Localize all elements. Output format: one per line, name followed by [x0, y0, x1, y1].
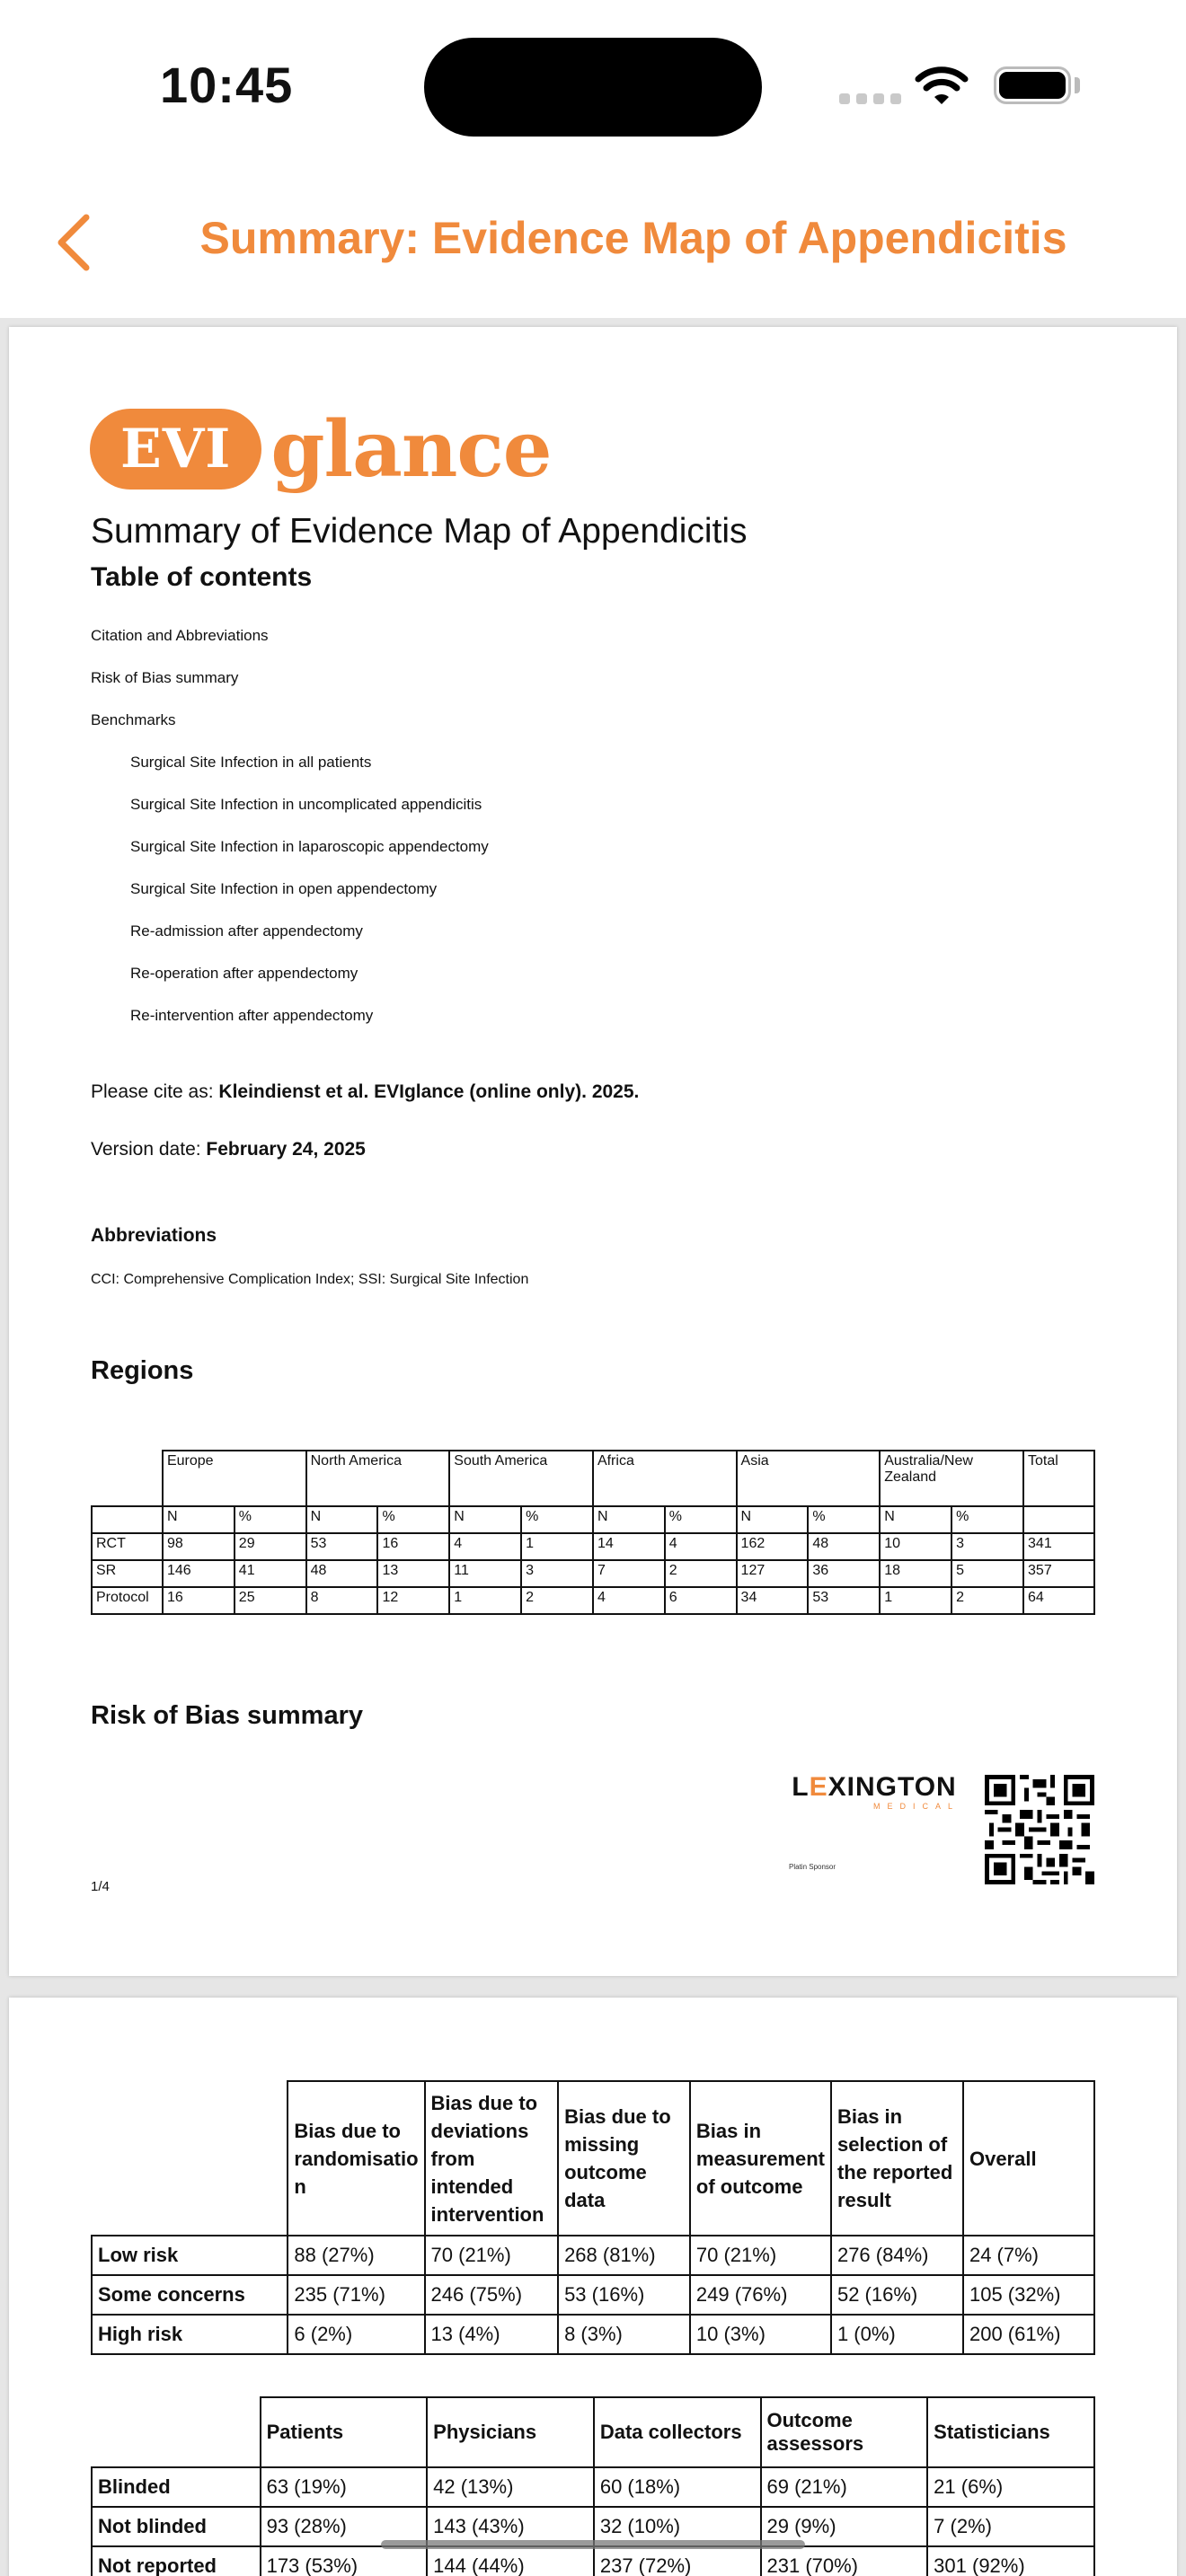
- pdf-viewer[interactable]: [0, 318, 1186, 2576]
- table-cell: 301 (92%): [927, 2546, 1094, 2576]
- table-cell: 48: [306, 1560, 378, 1587]
- citation-prefix: Please cite as:: [91, 1081, 219, 1102]
- table-cell: 13 (4%): [425, 2315, 559, 2354]
- table-cell: 11: [449, 1560, 521, 1587]
- row-label: Not reported: [92, 2546, 261, 2576]
- column-header: Bias due to randomisatio n: [288, 2081, 424, 2236]
- risk-of-bias-table: [91, 2080, 1095, 2355]
- table-cell: 36: [808, 1560, 880, 1587]
- regions-table: [91, 1450, 1095, 1615]
- table-cell: 143 (43%): [427, 2507, 594, 2546]
- table-cell: 53: [808, 1587, 880, 1614]
- table-cell: 4: [665, 1533, 737, 1560]
- table-cell: 41: [235, 1560, 306, 1587]
- table-cell: 13: [377, 1560, 449, 1587]
- table-cell: 18: [880, 1560, 951, 1587]
- toc-item[interactable]: Surgical Site Infection in all patients: [130, 754, 372, 771]
- table-cell: 8 (3%): [558, 2315, 690, 2354]
- version-value: February 24, 2025: [206, 1139, 366, 1160]
- column-header: Bias due to missing outcome data: [558, 2081, 690, 2236]
- subheader-n: N: [306, 1506, 378, 1533]
- cellular-signal-icon: [839, 93, 901, 104]
- table-cell: 53: [306, 1533, 378, 1560]
- table-cell: 6: [665, 1587, 737, 1614]
- subheader-pct: %: [665, 1506, 737, 1533]
- table-cell: 70 (21%): [425, 2236, 559, 2275]
- table-corner: [92, 1451, 163, 1506]
- table-cell: 1 (0%): [831, 2315, 963, 2354]
- table-cell: 5: [951, 1560, 1023, 1587]
- subheader-n: N: [449, 1506, 521, 1533]
- table-cell: 7 (2%): [927, 2507, 1094, 2546]
- subheader-n: N: [880, 1506, 951, 1533]
- subheader-pct: %: [808, 1506, 880, 1533]
- table-cell: 16: [377, 1533, 449, 1560]
- table-cell: 249 (76%): [690, 2275, 831, 2315]
- table-cell: [1023, 1506, 1094, 1533]
- table-cell: 12: [377, 1587, 449, 1614]
- row-label: Blinded: [92, 2467, 261, 2507]
- logo-word: glance: [270, 403, 552, 495]
- column-header: Outcome assessors: [761, 2397, 928, 2467]
- table-cell: 98: [163, 1533, 235, 1560]
- table-cell: 2: [665, 1560, 737, 1587]
- table-cell: 357: [1023, 1560, 1094, 1587]
- table-cell: 3: [521, 1560, 593, 1587]
- toc-item[interactable]: Re-intervention after appendectomy: [130, 1007, 374, 1024]
- table-cell: 70 (21%): [690, 2236, 831, 2275]
- table-corner: [92, 2397, 261, 2467]
- sponsor-name-part: XINGTON: [828, 1772, 957, 1802]
- row-label: SR: [92, 1560, 163, 1587]
- region-header: Australia/New Zealand: [880, 1451, 1023, 1506]
- table-cell: 29 (9%): [761, 2507, 928, 2546]
- table-row: [92, 2275, 1094, 2315]
- pdf-page-1: [9, 327, 1177, 1976]
- subheader-pct: %: [521, 1506, 593, 1533]
- chevron-left-icon: [50, 207, 104, 278]
- nav-title: Summary: Evidence Map of Appendicitis: [199, 213, 1067, 263]
- table-cell: 105 (32%): [963, 2275, 1094, 2315]
- qr-code-icon: [985, 1775, 1094, 1884]
- table-cell: 60 (18%): [594, 2467, 761, 2507]
- home-indicator[interactable]: [381, 2540, 805, 2549]
- blinding-table: [91, 2396, 1095, 2576]
- table-cell: 25: [235, 1587, 306, 1614]
- table-cell: 268 (81%): [558, 2236, 690, 2275]
- battery-cap: [1075, 77, 1080, 93]
- sponsor-name-part: L: [792, 1772, 810, 1802]
- table-cell: 63 (19%): [261, 2467, 428, 2507]
- sponsor-label: Platin Sponsor: [789, 1863, 836, 1871]
- table-cell: 34: [737, 1587, 809, 1614]
- table-cell: 88 (27%): [288, 2236, 424, 2275]
- column-header: Data collectors: [594, 2397, 761, 2467]
- table-cell: 4: [449, 1533, 521, 1560]
- evi-glance-logo: [90, 403, 552, 495]
- table-row: [92, 2236, 1094, 2275]
- region-header: Africa: [593, 1451, 737, 1506]
- column-header: Bias due to deviations from intended intervention: [425, 2081, 559, 2236]
- table-cell: 246 (75%): [425, 2275, 559, 2315]
- lexington-medical-logo: [789, 1773, 960, 1811]
- subheader-n: N: [737, 1506, 809, 1533]
- subheader-pct: %: [951, 1506, 1023, 1533]
- sponsor-name-accent: E: [809, 1772, 828, 1802]
- table-cell: 3: [951, 1533, 1023, 1560]
- version-prefix: Version date:: [91, 1139, 207, 1160]
- logo-pill: EVI: [90, 409, 261, 490]
- table-cell: 6 (2%): [288, 2315, 424, 2354]
- row-label: High risk: [92, 2315, 288, 2354]
- abbreviations-text: CCI: Comprehensive Complication Index; SSI: Surgical Site Infection: [91, 1272, 529, 1287]
- table-row: [92, 2546, 1094, 2576]
- table-cell: 32 (10%): [594, 2507, 761, 2546]
- version-date: [91, 1139, 366, 1160]
- toc-item[interactable]: Surgical Site Infection in open appendectomy: [130, 880, 438, 897]
- table-cell: 237 (72%): [594, 2546, 761, 2576]
- subheader-pct: %: [235, 1506, 306, 1533]
- row-label: Not blinded: [92, 2507, 261, 2546]
- table-cell: 21 (6%): [927, 2467, 1094, 2507]
- table-cell: 276 (84%): [831, 2236, 963, 2275]
- table-cell: 173 (53%): [261, 2546, 428, 2576]
- table-cell: 341: [1023, 1533, 1094, 1560]
- table-cell: 231 (70%): [761, 2546, 928, 2576]
- back-button[interactable]: [50, 207, 104, 278]
- column-header: Patients: [261, 2397, 428, 2467]
- toc-item[interactable]: Benchmarks: [91, 711, 176, 728]
- region-header: Total: [1023, 1451, 1094, 1506]
- table-cell: 10: [880, 1533, 951, 1560]
- table-cell: 144 (44%): [427, 2546, 594, 2576]
- citation-text: Kleindienst et al. EVIglance (online only). 2025.: [218, 1081, 640, 1102]
- row-label: RCT: [92, 1533, 163, 1560]
- region-header: South America: [449, 1451, 593, 1506]
- toc-item[interactable]: Surgical Site Infection in uncomplicated appendicitis: [130, 796, 482, 813]
- row-label: Protocol: [92, 1587, 163, 1614]
- column-header: Physicians: [427, 2397, 594, 2467]
- citation: [91, 1081, 639, 1103]
- subheader-n: N: [593, 1506, 665, 1533]
- toc-item[interactable]: Re-admission after appendectomy: [130, 922, 363, 940]
- row-label: Some concerns: [92, 2275, 288, 2315]
- table-row: [92, 1587, 1094, 1614]
- toc-heading: Table of contents: [91, 562, 313, 592]
- table-cell: 42 (13%): [427, 2467, 594, 2507]
- wifi-icon: [915, 65, 969, 106]
- table-corner: [92, 2081, 288, 2236]
- toc-item[interactable]: Surgical Site Infection in laparoscopic appendectomy: [130, 838, 489, 855]
- table-row: [92, 1533, 1094, 1560]
- table-cell: 64: [1023, 1587, 1094, 1614]
- table-cell: 7: [593, 1560, 665, 1587]
- row-label: Low risk: [92, 2236, 288, 2275]
- subheader-n: N: [163, 1506, 235, 1533]
- table-cell: 162: [737, 1533, 809, 1560]
- status-bar: [0, 0, 1186, 171]
- sponsor-subtitle: MEDICAL: [872, 1802, 960, 1811]
- table-cell: 24 (7%): [963, 2236, 1094, 2275]
- table-cell: 4: [593, 1587, 665, 1614]
- subheader-pct: %: [377, 1506, 449, 1533]
- risk-of-bias-heading: Risk of Bias summary: [91, 1701, 364, 1730]
- pdf-page-2: [9, 1998, 1177, 2576]
- region-header: Europe: [163, 1451, 306, 1506]
- table-cell: 1: [449, 1587, 521, 1614]
- table-cell: 10 (3%): [690, 2315, 831, 2354]
- table-cell: 48: [808, 1533, 880, 1560]
- column-header: Bias in selection of the reported result: [831, 2081, 963, 2236]
- toc-item[interactable]: Citation and Abbreviations: [91, 627, 269, 644]
- table-cell: 200 (61%): [963, 2315, 1094, 2354]
- table-cell: 53 (16%): [558, 2275, 690, 2315]
- toc-item[interactable]: Risk of Bias summary: [91, 669, 239, 686]
- abbreviations-heading: Abbreviations: [91, 1225, 217, 1246]
- regions-heading: Regions: [91, 1356, 194, 1385]
- table-row: [92, 2315, 1094, 2354]
- toc-item[interactable]: Re-operation after appendectomy: [130, 965, 358, 982]
- table-cell: 14: [593, 1533, 665, 1560]
- table-cell: 1: [521, 1533, 593, 1560]
- table-cell: 146: [163, 1560, 235, 1587]
- table-cell: 235 (71%): [288, 2275, 424, 2315]
- navigation-bar: [0, 180, 1186, 305]
- table-cell: 29: [235, 1533, 306, 1560]
- table-cell: 16: [163, 1587, 235, 1614]
- column-header: Bias in measurement of outcome: [690, 2081, 831, 2236]
- region-header: Asia: [737, 1451, 881, 1506]
- table-cell: 2: [951, 1587, 1023, 1614]
- dynamic-island: [424, 38, 762, 137]
- table-cell: [92, 1506, 163, 1533]
- column-header: Overall: [963, 2081, 1094, 2236]
- table-row: [92, 1560, 1094, 1587]
- document-title: Summary of Evidence Map of Appendicitis: [91, 512, 748, 551]
- status-time: 10:45: [160, 57, 294, 113]
- table-cell: 127: [737, 1560, 809, 1587]
- table-row: [92, 2467, 1094, 2507]
- column-header: Statisticians: [927, 2397, 1094, 2467]
- sponsor-name: [789, 1773, 960, 1802]
- table-cell: 2: [521, 1587, 593, 1614]
- table-cell: 1: [880, 1587, 951, 1614]
- battery-icon: [994, 66, 1071, 104]
- table-cell: 93 (28%): [261, 2507, 428, 2546]
- page-number: 1/4: [91, 1879, 110, 1894]
- table-cell: 8: [306, 1587, 378, 1614]
- region-header: North America: [306, 1451, 450, 1506]
- table-cell: 52 (16%): [831, 2275, 963, 2315]
- table-cell: 69 (21%): [761, 2467, 928, 2507]
